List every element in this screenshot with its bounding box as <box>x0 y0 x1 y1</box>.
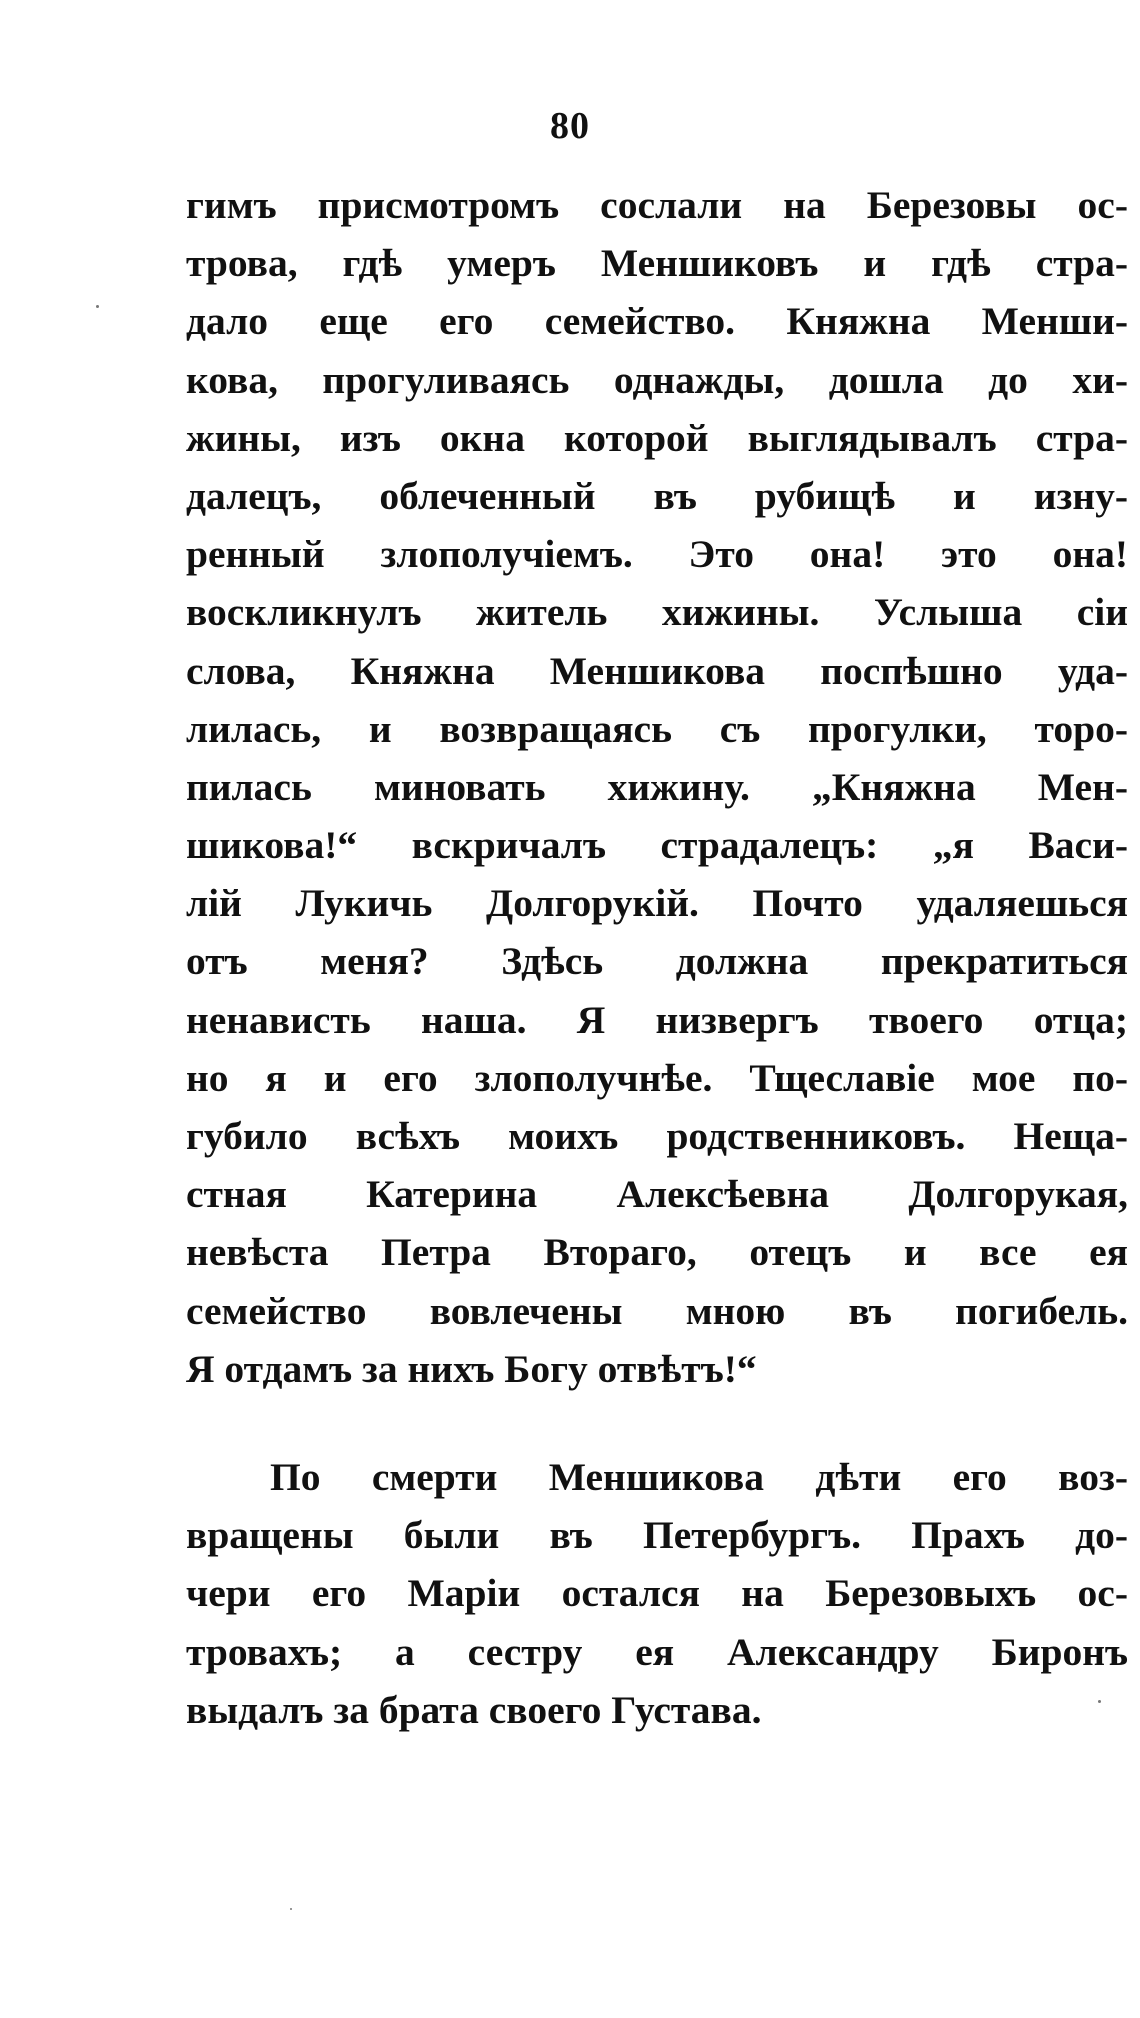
text-line: выдалъ за брата своего Густава. <box>186 1687 762 1732</box>
text-line: невѣста Петра Втораго, отецъ и все ея <box>186 1230 1128 1275</box>
scan-speck <box>96 305 99 308</box>
text-line: жины, изъ окна которой выглядывалъ стра- <box>186 415 1128 460</box>
text-line: лій Лукичь Долгорукій. Почто удаляешься <box>186 881 1128 926</box>
text-line: шикова!“ вскричалъ страдалецъ: „я Васи- <box>186 823 1128 868</box>
text-line: стная Катерина Алексѣевна Долгорукая, <box>186 1172 1128 1217</box>
text-line: гимъ присмотромъ сослали на Березовы ос- <box>186 183 1128 227</box>
text-line: лилась, и возвращаясь съ прогулки, торо- <box>186 706 1128 751</box>
text-line: тровахъ; а сестру ея Александру Биронъ <box>186 1629 1128 1674</box>
text-line: ренный злополучіемъ. Это она! это она! <box>186 532 1128 577</box>
text-line: далецъ, облеченный въ рубищѣ и изну- <box>186 473 1128 518</box>
text-line: вращены были въ Петербургъ. Прахъ до- <box>186 1513 1128 1558</box>
page-number: 80 <box>550 105 590 147</box>
text-line: трова, гдѣ умеръ Меншиковъ и гдѣ стра- <box>186 241 1128 286</box>
text-line: семейство вовлечены мною въ погибель. <box>186 1288 1128 1333</box>
text-line: пилась миновать хижину. „Княжна Мен- <box>186 764 1128 809</box>
text-line: воскликнулъ житель хижины. Услыша сіи <box>186 590 1128 635</box>
scan-speck <box>1098 1700 1101 1703</box>
paragraph-2 <box>186 1448 1128 1739</box>
paragraph-1 <box>186 176 1128 1398</box>
text-line: Я отдамъ за нихъ Богу отвѣтъ!“ <box>186 1346 757 1391</box>
text-line: кова, прогуливаясь однажды, дошла до хи- <box>186 357 1128 402</box>
text-line: но я и его злополучнѣе. Тщеславіе мое по- <box>186 1055 1128 1100</box>
text-line: дало еще его семейство. Княжна Менши- <box>186 299 1128 344</box>
scan-speck <box>290 1908 292 1910</box>
text-line: слова, Княжна Меншикова поспѣшно уда- <box>186 648 1128 693</box>
text-line: ненависть наша. Я низвергъ твоего отца; <box>186 997 1128 1042</box>
text-line: отъ меня? Здѣсь должна прекратиться <box>186 939 1128 984</box>
text-line: губило всѣхъ моихъ родственниковъ. Неща- <box>186 1114 1128 1158</box>
text-line: По смерти Меншикова дѣти его воз- <box>270 1455 1128 1499</box>
text-line: чери его Маріи остался на Березовыхъ ос- <box>186 1571 1128 1616</box>
